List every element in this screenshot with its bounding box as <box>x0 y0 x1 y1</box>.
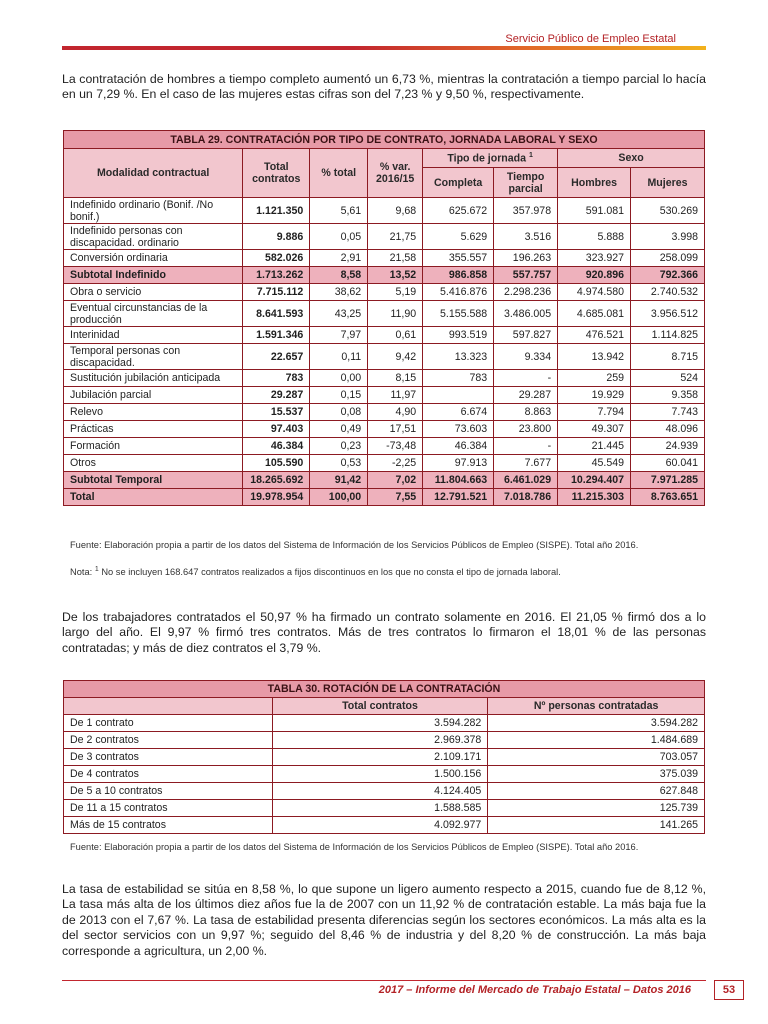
note-text: No se incluyen 168.647 contratos realizados a fijos discontinuos en los que no consta el tipo de jornada laboral. <box>101 567 561 578</box>
table-row <box>64 715 705 732</box>
table-row <box>64 800 705 817</box>
cell-label: De 3 contratos <box>64 749 273 766</box>
cell-total: 29.287 <box>243 387 310 404</box>
cell-parcial: 9.334 <box>494 344 558 370</box>
cell-completa: 993.519 <box>423 327 494 344</box>
note-sup: 1 <box>94 566 99 573</box>
row-label: Eventual circunstancias de la producción <box>64 301 243 327</box>
row-label: Indefinido ordinario (Bonif. /No bonif.) <box>64 198 243 224</box>
table-row <box>64 344 705 370</box>
cell-label: Más de 15 contratos <box>64 817 273 834</box>
row-label: Indefinido personas con discapacidad. ordinario <box>64 224 243 250</box>
cell-mujeres: 3.956.512 <box>631 301 705 327</box>
cell-personas: 1.484.689 <box>488 732 705 749</box>
cell-parcial: 8.863 <box>494 404 558 421</box>
cell-pct: 43,25 <box>310 301 368 327</box>
cell-personas: 125.739 <box>488 800 705 817</box>
table-row <box>64 301 705 327</box>
table-row <box>64 370 705 387</box>
col-hombres: Hombres <box>558 168 631 198</box>
cell-parcial: 29.287 <box>494 387 558 404</box>
table-row <box>64 284 705 301</box>
cell-completa: 11.804.663 <box>423 472 494 489</box>
table-row <box>64 455 705 472</box>
cell-label: De 1 contrato <box>64 715 273 732</box>
table-30 <box>63 680 705 834</box>
table-30-caption: TABLA 30. ROTACIÓN DE LA CONTRATACIÓN <box>64 681 705 698</box>
cell-total: 4.092.977 <box>272 817 488 834</box>
cell-var: 7,55 <box>368 489 423 506</box>
cell-completa: 6.674 <box>423 404 494 421</box>
cell-var: 8,15 <box>368 370 423 387</box>
row-label: Obra o servicio <box>64 284 243 301</box>
table-row <box>64 404 705 421</box>
cell-total: 4.124.405 <box>272 783 488 800</box>
cell-total: 46.384 <box>243 438 310 455</box>
cell-total: 2.969.378 <box>272 732 488 749</box>
cell-mujeres: 2.740.532 <box>631 284 705 301</box>
col-completa: Completa <box>423 168 494 198</box>
cell-mujeres: 9.358 <box>631 387 705 404</box>
cell-mujeres: 258.099 <box>631 250 705 267</box>
cell-personas: 703.057 <box>488 749 705 766</box>
cell-parcial: 23.800 <box>494 421 558 438</box>
cell-hombres: 476.521 <box>558 327 631 344</box>
cell-pct: 0,08 <box>310 404 368 421</box>
cell-completa: 783 <box>423 370 494 387</box>
table-row <box>64 817 705 834</box>
cell-label: De 2 contratos <box>64 732 273 749</box>
cell-parcial: 3.486.005 <box>494 301 558 327</box>
col-sexo: Sexo <box>558 149 705 168</box>
col-total-contratos: Total contratos <box>243 149 310 198</box>
row-label: Conversión ordinaria <box>64 250 243 267</box>
cell-mujeres: 1.114.825 <box>631 327 705 344</box>
cell-var: 4,90 <box>368 404 423 421</box>
col-tipo-jornada <box>423 149 558 168</box>
cell-var: 9,42 <box>368 344 423 370</box>
cell-pct: 91,42 <box>310 472 368 489</box>
cell-hombres: 13.942 <box>558 344 631 370</box>
row-label: Temporal personas con discapacidad. <box>64 344 243 370</box>
col-t30-blank <box>64 698 273 715</box>
cell-completa: 46.384 <box>423 438 494 455</box>
cell-var: 17,51 <box>368 421 423 438</box>
table-29-body <box>64 198 705 506</box>
cell-parcial: 3.516 <box>494 224 558 250</box>
cell-completa: 5.629 <box>423 224 494 250</box>
intro-paragraph: La contratación de hombres a tiempo completo aumentó un 6,73 %, mientras la contratación a tiempo parcial lo hacía en un 7,29 %. En el caso de las mujeres estas cifras son del 7,23 % y 9,50 %, respectivamente. <box>62 72 706 102</box>
header-color-bar <box>62 46 706 50</box>
cell-pct: 0,11 <box>310 344 368 370</box>
cell-pct: 0,23 <box>310 438 368 455</box>
cell-mujeres: 48.096 <box>631 421 705 438</box>
cell-completa: 5.155.588 <box>423 301 494 327</box>
cell-total: 3.594.282 <box>272 715 488 732</box>
cell-mujeres: 3.998 <box>631 224 705 250</box>
cell-var: 0,61 <box>368 327 423 344</box>
cell-total: 1.591.346 <box>243 327 310 344</box>
cell-var: 13,52 <box>368 267 423 284</box>
table-row <box>64 267 705 284</box>
cell-completa: 625.672 <box>423 198 494 224</box>
page-number: 53 <box>714 980 744 1000</box>
cell-mujeres: 530.269 <box>631 198 705 224</box>
cell-var: 11,97 <box>368 387 423 404</box>
table-row <box>64 783 705 800</box>
cell-hombres: 323.927 <box>558 250 631 267</box>
cell-hombres: 45.549 <box>558 455 631 472</box>
cell-parcial: - <box>494 438 558 455</box>
cell-label: De 4 contratos <box>64 766 273 783</box>
footer-title: 2017 – Informe del Mercado de Trabajo Estatal – Datos 2016 <box>378 984 691 996</box>
row-label: Prácticas <box>64 421 243 438</box>
cell-mujeres: 7.743 <box>631 404 705 421</box>
cell-pct: 38,62 <box>310 284 368 301</box>
cell-var: 7,02 <box>368 472 423 489</box>
cell-pct: 5,61 <box>310 198 368 224</box>
cell-completa: 73.603 <box>423 421 494 438</box>
cell-mujeres: 60.041 <box>631 455 705 472</box>
row-label: Formación <box>64 438 243 455</box>
col-modalidad: Modalidad contractual <box>64 149 243 198</box>
table-row <box>64 421 705 438</box>
cell-personas: 141.265 <box>488 817 705 834</box>
row-label: Sustitución jubilación anticipada <box>64 370 243 387</box>
row-label: Subtotal Indefinido <box>64 267 243 284</box>
cell-hombres: 5.888 <box>558 224 631 250</box>
table-29-note <box>70 564 700 578</box>
cell-parcial: 2.298.236 <box>494 284 558 301</box>
cell-parcial: 557.757 <box>494 267 558 284</box>
table-row <box>64 224 705 250</box>
cell-hombres: 259 <box>558 370 631 387</box>
cell-hombres: 10.294.407 <box>558 472 631 489</box>
cell-hombres: 4.974.580 <box>558 284 631 301</box>
cell-total: 22.657 <box>243 344 310 370</box>
cell-total: 7.715.112 <box>243 284 310 301</box>
cell-pct: 100,00 <box>310 489 368 506</box>
note-prefix: Nota: <box>70 567 93 578</box>
table-row <box>64 250 705 267</box>
col-mujeres: Mujeres <box>631 168 705 198</box>
cell-total: 18.265.692 <box>243 472 310 489</box>
row-label: Jubilación parcial <box>64 387 243 404</box>
cell-completa: 986.858 <box>423 267 494 284</box>
cell-completa: 13.323 <box>423 344 494 370</box>
cell-parcial: 7.018.786 <box>494 489 558 506</box>
cell-pct: 0,15 <box>310 387 368 404</box>
table-row <box>64 327 705 344</box>
cell-total: 9.886 <box>243 224 310 250</box>
table-row <box>64 387 705 404</box>
cell-total: 2.109.171 <box>272 749 488 766</box>
table-row <box>64 732 705 749</box>
cell-total: 19.978.954 <box>243 489 310 506</box>
row-label: Otros <box>64 455 243 472</box>
closing-paragraph: La tasa de estabilidad se sitúa en 8,58 %, lo que supone un ligero aumento respecto a 2015, cuando fue de 8,12 %, La tasa más alta de los últimos diez años fue la de 2007 con un 11,92 % de contratación estable. La más baja fue la de 2013 con el 7,67 %. La tasa de estabilidad presenta diferencias según los sectores económicos. La más alta es la del sector servicios con un 9,97 %; seguido del 8,46 % de industria y del 8,20 % de construcción. La más baja corresponde a agricultura, un 2,00 %. <box>62 882 706 958</box>
cell-pct: 0,49 <box>310 421 368 438</box>
middle-paragraph: De los trabajadores contratados el 50,97 % ha firmado un contrato solamente en 2016. El 21,05 % firmó dos a lo largo del año. El 9,97 % firmó tres contratos. Más de tres contratos lo firmaron el 18,01 % de las personas contratadas; y más de diez contratos el 3,79 %. <box>62 610 706 655</box>
table-row <box>64 438 705 455</box>
cell-parcial: 597.827 <box>494 327 558 344</box>
cell-mujeres: 8.763.651 <box>631 489 705 506</box>
table-29-caption: TABLA 29. CONTRATACIÓN POR TIPO DE CONTRATO, JORNADA LABORAL Y SEXO <box>64 131 705 149</box>
cell-parcial: 6.461.029 <box>494 472 558 489</box>
row-label: Relevo <box>64 404 243 421</box>
cell-personas: 375.039 <box>488 766 705 783</box>
cell-completa: 12.791.521 <box>423 489 494 506</box>
cell-personas: 627.848 <box>488 783 705 800</box>
cell-var: 5,19 <box>368 284 423 301</box>
cell-completa <box>423 387 494 404</box>
cell-hombres: 49.307 <box>558 421 631 438</box>
table-row <box>64 749 705 766</box>
cell-hombres: 591.081 <box>558 198 631 224</box>
cell-hombres: 920.896 <box>558 267 631 284</box>
col-t30-total: Total contratos <box>272 698 488 715</box>
cell-completa: 97.913 <box>423 455 494 472</box>
header-title: Servicio Público de Empleo Estatal <box>505 33 676 45</box>
cell-hombres: 21.445 <box>558 438 631 455</box>
cell-label: De 11 a 15 contratos <box>64 800 273 817</box>
cell-hombres: 19.929 <box>558 387 631 404</box>
cell-total: 1.588.585 <box>272 800 488 817</box>
table-row <box>64 472 705 489</box>
footer-line <box>62 980 706 981</box>
cell-mujeres: 24.939 <box>631 438 705 455</box>
cell-parcial: 357.978 <box>494 198 558 224</box>
col-pct-total: % total <box>310 149 368 198</box>
cell-completa: 5.416.876 <box>423 284 494 301</box>
cell-pct: 0,53 <box>310 455 368 472</box>
table-30-body <box>64 715 705 834</box>
cell-total: 783 <box>243 370 310 387</box>
table-30-source: Fuente: Elaboración propia a partir de los datos del Sistema de Información de los Servicios Públicos de Empleo (SISPE). Total año 2016. <box>70 842 639 852</box>
table-29 <box>63 130 705 506</box>
cell-mujeres: 792.366 <box>631 267 705 284</box>
row-label: Total <box>64 489 243 506</box>
cell-total: 1.713.262 <box>243 267 310 284</box>
cell-pct: 0,00 <box>310 370 368 387</box>
cell-hombres: 4.685.081 <box>558 301 631 327</box>
cell-personas: 3.594.282 <box>488 715 705 732</box>
cell-parcial: 196.263 <box>494 250 558 267</box>
cell-var: -2,25 <box>368 455 423 472</box>
cell-pct: 0,05 <box>310 224 368 250</box>
cell-total: 582.026 <box>243 250 310 267</box>
cell-total: 97.403 <box>243 421 310 438</box>
cell-total: 105.590 <box>243 455 310 472</box>
tipo-jornada-sup: 1 <box>529 151 533 159</box>
cell-total: 1.500.156 <box>272 766 488 783</box>
cell-mujeres: 8.715 <box>631 344 705 370</box>
tipo-jornada-label: Tipo de jornada <box>447 152 527 165</box>
cell-var: 9,68 <box>368 198 423 224</box>
cell-pct: 8,58 <box>310 267 368 284</box>
cell-parcial: - <box>494 370 558 387</box>
table-29-source: Fuente: Elaboración propia a partir de los datos del Sistema de Información de los Servicios Públicos de Empleo (SISPE). Total año 2016. <box>70 540 639 550</box>
row-label: Subtotal Temporal <box>64 472 243 489</box>
cell-hombres: 7.794 <box>558 404 631 421</box>
cell-pct: 7,97 <box>310 327 368 344</box>
cell-mujeres: 7.971.285 <box>631 472 705 489</box>
cell-var: 11,90 <box>368 301 423 327</box>
table-row <box>64 766 705 783</box>
col-t30-personas: Nº personas contratadas <box>488 698 705 715</box>
col-pct-var: % var. 2016/15 <box>368 149 423 198</box>
cell-pct: 2,91 <box>310 250 368 267</box>
cell-hombres: 11.215.303 <box>558 489 631 506</box>
cell-parcial: 7.677 <box>494 455 558 472</box>
cell-label: De 5 a 10 contratos <box>64 783 273 800</box>
row-label: Interinidad <box>64 327 243 344</box>
cell-total: 1.121.350 <box>243 198 310 224</box>
table-row <box>64 489 705 506</box>
cell-var: 21,75 <box>368 224 423 250</box>
cell-total: 15.537 <box>243 404 310 421</box>
cell-total: 8.641.593 <box>243 301 310 327</box>
cell-var: 21,58 <box>368 250 423 267</box>
cell-var: -73,48 <box>368 438 423 455</box>
col-parcial: Tiempo parcial <box>494 168 558 198</box>
cell-completa: 355.557 <box>423 250 494 267</box>
cell-mujeres: 524 <box>631 370 705 387</box>
table-row <box>64 198 705 224</box>
